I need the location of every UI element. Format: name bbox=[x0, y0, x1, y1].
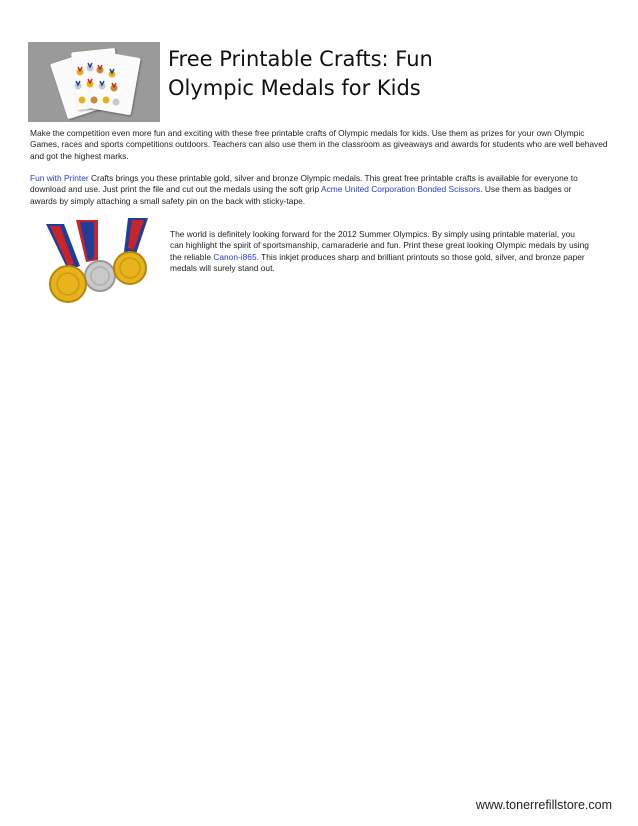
title-line-2: Olympic Medals for Kids bbox=[168, 76, 421, 100]
crafts-text-1: Crafts brings you these printable gold, silver and bronze Olympic medals. This great free printable crafts is available for everyone to download and use. Just print the file and cut out the medals using the soft grip bbox=[30, 173, 578, 195]
title-line-1: Free Printable Crafts: Fun bbox=[168, 47, 433, 71]
crafts-text-2: . Use them as badges or awards by simply attaching a small safety pin on the back with sticky-tape. bbox=[30, 184, 572, 206]
olympics-paragraph bbox=[170, 229, 590, 275]
olympic-medals-image bbox=[40, 214, 160, 306]
olympics-text-1: The world is definitely looking forward for the 2012 Summer Olympics. By simply using printable material, you can highlight the spirit of sportsmanship, camaraderie and fun. Print these great looking Olympic medals by using the reliable bbox=[170, 229, 589, 262]
medal-stickers-icon bbox=[28, 42, 160, 122]
crafts-paragraph bbox=[30, 173, 600, 207]
intro-paragraph: Make the competition even more fun and exciting with these free printable crafts of Olympic medals for kids. Use them as prizes for your own Olympic Games, races and sports competitions outdoors. Teachers can also use them in the classroom as giveaways and awards for students who are well behaved and got the highest marks. bbox=[30, 128, 608, 161]
canon-link[interactable]: Canon-i865 bbox=[213, 251, 257, 262]
page-title bbox=[160, 42, 433, 122]
footer-url[interactable]: www.tonerrefillstore.com bbox=[475, 798, 612, 812]
fun-with-printer-link[interactable]: Fun with Printer bbox=[30, 173, 89, 183]
header bbox=[28, 42, 606, 122]
olympics-text-2: . This inkjet produces sharp and brilliant printouts so those gold, silver, and bronze paper medals will surely stand out. bbox=[170, 251, 585, 274]
scissors-link[interactable]: Acme United Corporation Bonded Scissors bbox=[320, 184, 481, 195]
printable-medals-photo bbox=[28, 42, 160, 122]
